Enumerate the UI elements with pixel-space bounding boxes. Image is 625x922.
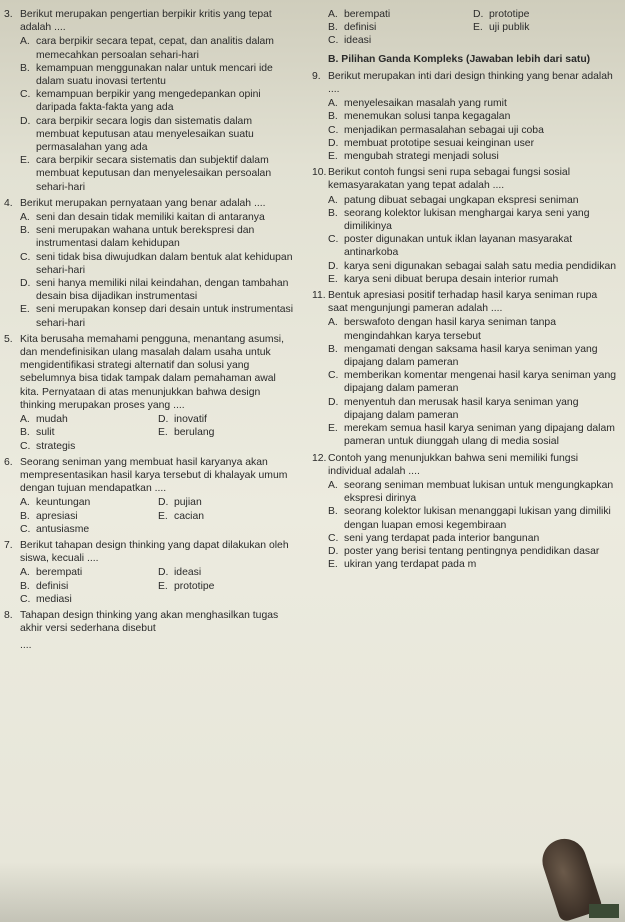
option[interactable]: A. menyelesaikan masalah yang rumit: [328, 98, 507, 110]
option[interactable]: A. keuntungan: [20, 497, 91, 509]
option[interactable]: C. mediasi: [20, 593, 72, 605]
option[interactable]: E. seni merupakan konsep dari desain untuk instrumentasi sehari-hari: [20, 304, 294, 329]
option[interactable]: D. cara berpikir secara logis dan sistematis dalam membuat keputusan atau menyelesaikan suatu permasalahan yang ada: [20, 115, 254, 154]
option[interactable]: E. prototipe: [158, 580, 215, 592]
question-number: 3.: [4, 9, 13, 20]
option[interactable]: B. seni merupakan wahana untuk berekspresi dan instrumentasi dalam kehidupan: [20, 225, 255, 250]
option[interactable]: B. mengamati dengan saksama hasil karya seniman yang dipajang dalam pameran: [328, 343, 598, 369]
answer-blank: ....: [20, 640, 32, 652]
option[interactable]: E. cara berpikir secara sistematis dan subjektif dalam membuat keputusan dan menyelesaikan persoalan sehari-hari: [20, 155, 272, 193]
question-text: Bentuk apresiasi positif terhadap hasil karya seniman rupa saat mengunjungi pameran adalah ....: [328, 290, 598, 315]
option[interactable]: D. prototipe: [473, 9, 530, 20]
option[interactable]: C. ideasi: [328, 35, 372, 47]
option[interactable]: C. seni tidak bisa diwujudkan dalam bentuk alat kehidupan sehari-hari: [20, 251, 293, 276]
option[interactable]: D. seni hanya memiliki nilai keindahan, dengan tambahan desain bisa dijadikan instrumentasi: [20, 278, 289, 303]
question-5: [4, 333, 296, 453]
option[interactable]: B. definisi: [328, 22, 377, 34]
option[interactable]: B. menemukan solusi tanpa kegagalan: [328, 111, 511, 123]
option[interactable]: C. poster digunakan untuk iklan layanan masyarakat antinarkoba: [328, 234, 573, 259]
option[interactable]: B. seorang kolektor lukisan menghargai karya seni yang dimilikinya: [328, 207, 590, 233]
option[interactable]: D. pujian: [158, 497, 202, 509]
question-3: [4, 8, 296, 194]
option[interactable]: A. cara berpikir secara tepat, cepat, dan analitis dalam memecahkan persoalan sehari-hari: [20, 36, 274, 61]
option[interactable]: C. menjadikan permasalahan sebagai uji coba: [328, 124, 544, 136]
question-number: 8.: [4, 609, 13, 621]
option[interactable]: D. membuat prototipe sesuai keinginan user: [328, 137, 535, 149]
option[interactable]: A. berswafoto dengan hasil karya seniman tanpa mengindahkan karya tersebut: [328, 317, 556, 342]
question-12: [312, 452, 618, 572]
question-text: Berikut merupakan inti dari design thinking yang benar adalah ....: [328, 70, 613, 96]
question-number: 9.: [312, 70, 321, 82]
question-text: Contoh yang menunjukkan bahwa seni memiliki fungsi individual adalah ....: [328, 452, 579, 477]
option[interactable]: D. karya seni digunakan sebagai salah satu media pendidikan: [328, 260, 617, 272]
option[interactable]: B. kemampuan menggunakan nalar untuk mencari ide dalam suatu inovasi tertentu: [20, 62, 273, 88]
option[interactable]: C. seni yang terdapat pada interior bangunan: [328, 532, 540, 544]
question-text: Berikut merupakan pernyataan yang benar adalah ....: [20, 197, 266, 209]
question-8-options: [328, 8, 618, 48]
option[interactable]: C. kemampuan berpikir yang mengedepankan opini daripada fakta-fakta yang ada: [20, 89, 261, 114]
option[interactable]: D. poster yang berisi tentang pentingnya pendidikan dasar: [328, 545, 600, 557]
option[interactable]: B. apresiasi: [20, 510, 78, 522]
question-number: 10.: [312, 167, 327, 179]
option[interactable]: A. mudah: [20, 414, 68, 426]
option[interactable]: E. karya seni dibuat berupa desain interior rumah: [328, 273, 559, 285]
question-number: 4.: [4, 197, 13, 209]
option[interactable]: D. menyentuh dan merusak hasil karya seniman yang dipajang dalam pameran: [328, 396, 579, 421]
option[interactable]: B. seorang kolektor lukisan menanggapi lukisan yang dimiliki dengan luapan emosi kegembiraan: [328, 506, 611, 531]
option[interactable]: A. berempati: [328, 9, 391, 20]
option[interactable]: C. memberikan komentar mengenai hasil karya seniman yang dipajang dalam pameran: [328, 370, 617, 395]
question-6: [4, 456, 296, 536]
option[interactable]: A. seni dan desain tidak memiliki kaitan di antaranya: [20, 212, 265, 224]
option[interactable]: E. ukiran yang terdapat pada m: [328, 559, 477, 571]
option[interactable]: E. mengubah strategi menjadi solusi: [328, 151, 499, 163]
option[interactable]: C. antusiasme: [20, 523, 90, 535]
question-number: 11.: [312, 290, 326, 302]
question-10: [312, 166, 618, 286]
option[interactable]: E. merekam semua hasil karya seniman yang dipajang dalam pameran untuk diunggah ulang di media sosial: [328, 423, 615, 448]
option[interactable]: E. cacian: [158, 510, 205, 522]
option[interactable]: D. ideasi: [158, 567, 202, 579]
corner-shadow: [589, 904, 619, 918]
option[interactable]: E. berulang: [158, 427, 215, 439]
question-11: [312, 289, 618, 448]
option[interactable]: C. strategis: [20, 440, 76, 452]
page-shadow: [0, 862, 625, 922]
option[interactable]: E. uji publik: [473, 22, 530, 34]
option[interactable]: A. patung dibuat sebagai ungkapan ekspresi seniman: [328, 194, 579, 206]
left-column: [4, 8, 296, 653]
question-text: Berikut contoh fungsi seni rupa sebagai fungsi sosial kemasyarakatan yang tepat adalah ....: [328, 167, 571, 192]
question-number: 6.: [4, 456, 13, 468]
question-text: Tahapan design thinking yang akan menghasilkan tugas akhir versi sederhana disebut: [20, 609, 279, 635]
option[interactable]: D. inovatif: [158, 414, 207, 426]
option[interactable]: B. definisi: [20, 580, 69, 592]
question-7: [4, 539, 296, 606]
right-column: [312, 8, 618, 574]
section-heading: B. Pilihan Ganda Kompleks (Jawaban lebih dari satu): [328, 53, 591, 65]
question-text: Kita berusaha memahami pengguna, menantang asumsi, dan mendefinisikan ulang masalah dalam usaha untuk mengidentifikasi strategi alternatif dan solusi yang sebelumnya bisa tidak tampak dalam pemahaman awal kita. Pernyataan di atas menunjukkan bahwa design thinking merupakan proses yang ....: [20, 333, 284, 411]
question-text: Berikut merupakan pengertian berpikir kritis yang tepat adalah ....: [20, 9, 272, 34]
option[interactable]: B. sulit: [20, 427, 55, 439]
question-8: [4, 609, 296, 636]
option[interactable]: A. seorang seniman membuat lukisan untuk mengungkapkan ekspresi dirinya: [328, 479, 614, 505]
question-4: [4, 197, 296, 330]
question-number: 5.: [4, 333, 13, 345]
question-9: [312, 70, 618, 163]
option[interactable]: A. berempati: [20, 567, 83, 579]
question-text: Berikut tahapan design thinking yang dapat dilakukan oleh siswa, kecuali ....: [20, 539, 289, 565]
question-number: 7.: [4, 539, 13, 551]
question-number: 12.: [312, 452, 327, 464]
question-text: Seorang seniman yang membuat hasil karyanya akan mempresentasikan hasil karya tersebut di khalayak umum dengan tujuan mendapatkan ....: [20, 456, 288, 495]
